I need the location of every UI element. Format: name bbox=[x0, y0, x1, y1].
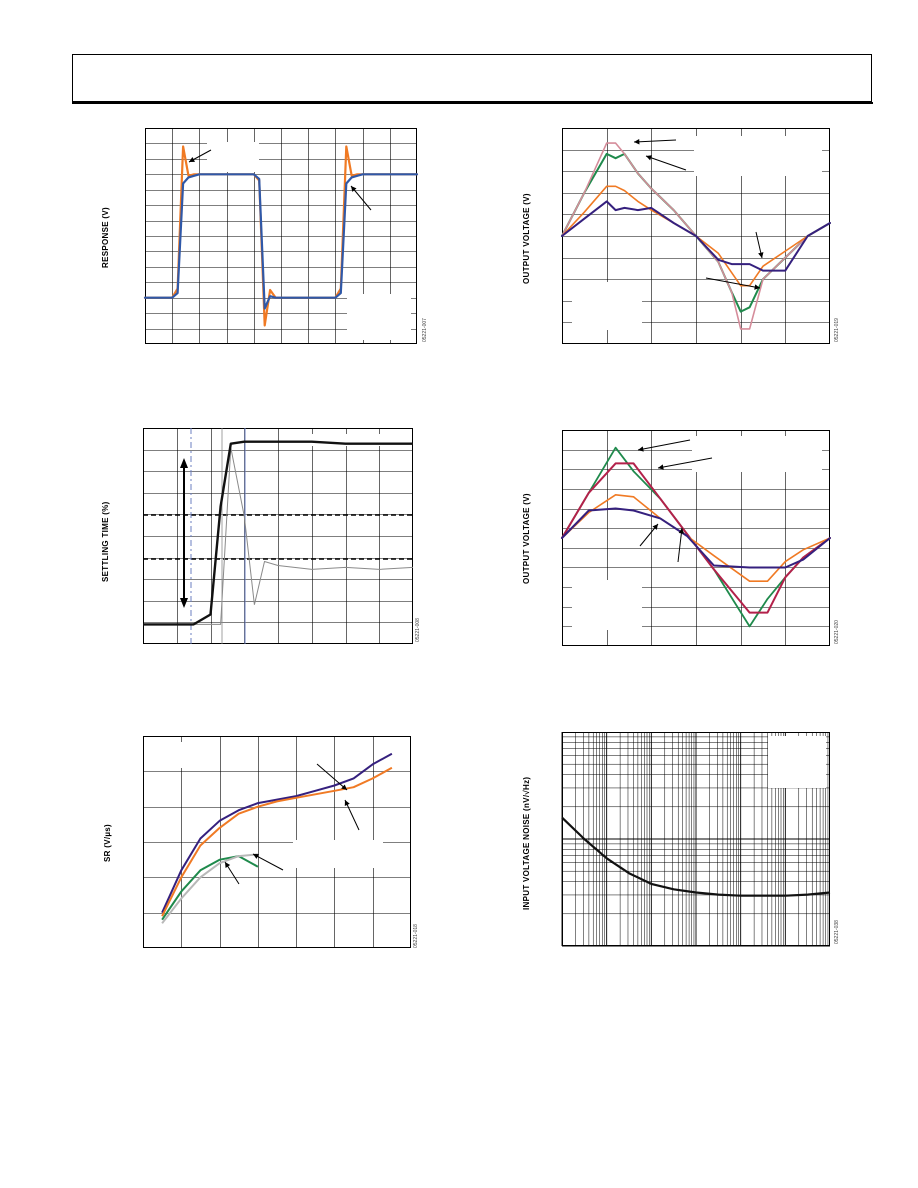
chart-input-noise bbox=[562, 732, 830, 946]
st-range-arrow-bottom bbox=[180, 598, 188, 608]
ov2-arrow-2-head bbox=[658, 464, 664, 469]
ov2-legend-patch bbox=[572, 580, 642, 630]
ov1-arrow-2 bbox=[646, 156, 686, 170]
response-label-patch bbox=[207, 142, 259, 172]
sr-label-patch bbox=[149, 742, 199, 768]
chart-slew-rate bbox=[143, 736, 411, 948]
figure-id-output-voltage-2: 05221-020 bbox=[834, 620, 840, 644]
ov1-legend-patch bbox=[572, 282, 642, 330]
in-legend-patch bbox=[768, 736, 826, 788]
figure-id-slew-rate: 05221-018 bbox=[413, 924, 419, 948]
ylabel-output-voltage-1: OUTPUT VOLTAGE (V) bbox=[522, 193, 531, 284]
ylabel-output-voltage-2: OUTPUT VOLTAGE (V) bbox=[522, 493, 531, 584]
ov1-arrow-1 bbox=[634, 140, 676, 142]
ylabel-input-noise: INPUT VOLTAGE NOISE (nV/√Hz) bbox=[522, 776, 531, 910]
sr-arrow-3-head bbox=[225, 862, 230, 868]
page-header bbox=[72, 54, 872, 102]
response-legend-patch bbox=[347, 294, 411, 340]
header-rule bbox=[72, 102, 873, 104]
ov1-label-patch bbox=[694, 136, 822, 176]
figure-id-output-voltage-1: 05221-019 bbox=[834, 318, 840, 342]
ov1-arrow-3-head bbox=[758, 252, 763, 258]
figure-id-input-noise: 05221-038 bbox=[834, 920, 840, 944]
slew-rate-series-purple bbox=[162, 754, 392, 913]
ov2-arrow-1 bbox=[638, 440, 690, 450]
ov2-label-patch bbox=[692, 436, 822, 472]
output-voltage-1-series-purple bbox=[562, 201, 830, 270]
chart-response bbox=[145, 128, 417, 344]
figure-id-settling-time: 05221-008 bbox=[415, 618, 421, 642]
chart-settling-time bbox=[143, 428, 413, 644]
response-series-blue bbox=[145, 174, 417, 308]
ylabel-slew-rate: SR (V/µs) bbox=[103, 824, 112, 862]
ylabel-settling-time: SETTLING TIME (%) bbox=[101, 501, 110, 582]
st-range-arrow-top bbox=[180, 458, 188, 468]
sr-legend-patch bbox=[293, 840, 383, 868]
ylabel-response: RESPONSE (V) bbox=[101, 207, 110, 268]
chart-output-voltage-1 bbox=[562, 128, 830, 344]
ov1-arrow-1-head bbox=[634, 139, 639, 144]
chart-output-voltage-2 bbox=[562, 430, 830, 646]
output-voltage-2-series-orange bbox=[562, 495, 830, 581]
ov2-arrow-1-head bbox=[638, 446, 644, 451]
figure-id-response: 05221-007 bbox=[422, 318, 428, 342]
